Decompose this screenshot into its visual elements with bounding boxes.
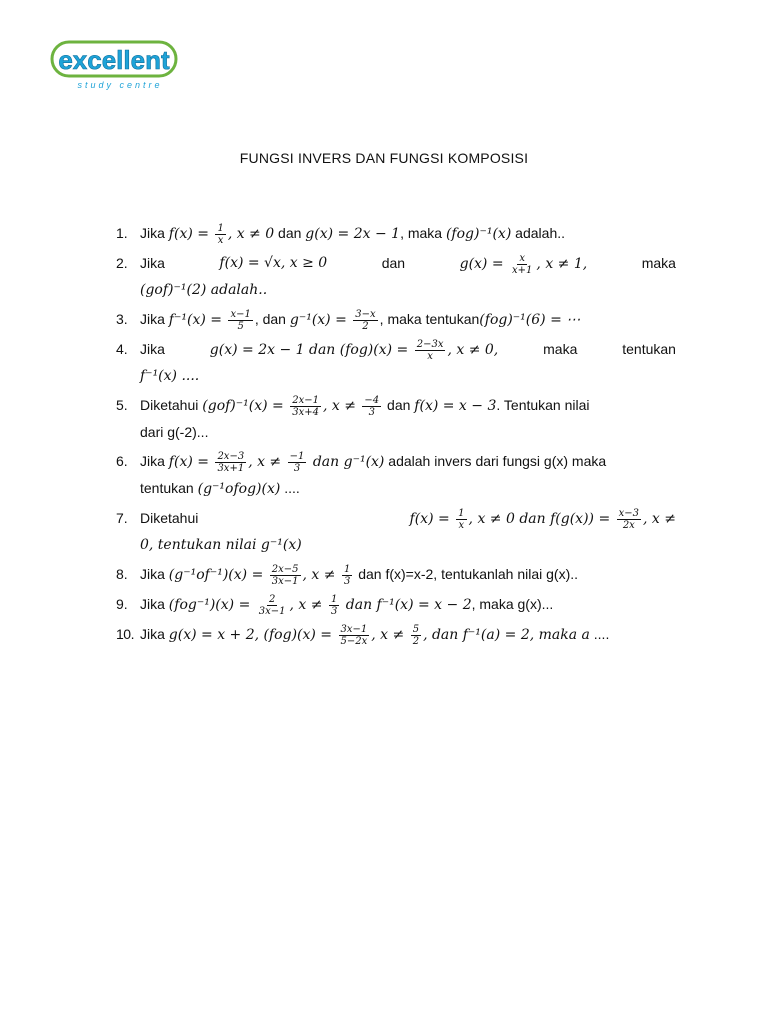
math: (g⁻¹ofog)(x) bbox=[197, 481, 281, 497]
math: , x ≠ bbox=[322, 398, 361, 414]
text: maka bbox=[641, 255, 676, 271]
math: f(x) = bbox=[409, 511, 455, 527]
math: , x ≠ 0 dan f(g(x)) = bbox=[468, 511, 615, 527]
problem-6 bbox=[116, 448, 676, 502]
math: , x ≠ bbox=[643, 511, 676, 527]
math: , x ≠ 0 bbox=[227, 226, 275, 242]
math: , x ≠ bbox=[371, 627, 409, 643]
problem-8 bbox=[116, 561, 676, 588]
logo-subtext: study centre bbox=[77, 80, 163, 90]
text: Jika bbox=[140, 626, 169, 642]
fraction: $\frac{3x-1}{5-2x}$ bbox=[340, 623, 368, 647]
math: (gof)⁻¹(x) = bbox=[202, 398, 289, 414]
text: dan bbox=[383, 397, 415, 413]
math: f(x) = √x, x ≥ 0 bbox=[219, 255, 328, 271]
problem-number: 3. bbox=[116, 311, 128, 327]
fraction: $\frac{x-3}{2x}$ bbox=[618, 507, 640, 531]
fraction: $\frac{-4}{3}$ bbox=[364, 394, 380, 418]
math: (fog⁻¹)(x) = bbox=[168, 597, 255, 613]
problem-number: 2. bbox=[116, 255, 128, 271]
problem-number: 4. bbox=[116, 341, 128, 357]
text: adalah invers dari fungsi g(x) maka bbox=[384, 453, 607, 469]
text: Diketahui bbox=[140, 397, 203, 413]
fraction: $\frac{x-1}{5}$ bbox=[230, 308, 251, 332]
text: , dan bbox=[254, 311, 290, 327]
logo-text: excellent bbox=[58, 45, 170, 75]
text: dan f(x)=x-2, tentukanlah nilai g(x).. bbox=[354, 566, 579, 582]
page-title: FUNGSI INVERS DAN FUNGSI KOMPOSISI bbox=[239, 150, 529, 166]
text: .... bbox=[589, 626, 610, 642]
problem-number: 7. bbox=[116, 510, 128, 526]
problem-3 bbox=[116, 306, 676, 333]
math: , dan f⁻¹(a) = 2, maka a bbox=[423, 627, 590, 643]
fraction: $\frac{5}{2}$ bbox=[412, 623, 420, 647]
math: g(x) = 2x − 1 dan (fog)(x) = bbox=[209, 342, 413, 358]
text: adalah.. bbox=[511, 225, 566, 241]
math: g(x) = x + 2, (fog)(x) = bbox=[168, 627, 337, 643]
math: , x ≠ 1, bbox=[536, 256, 588, 272]
math: , x ≠ 0, bbox=[447, 342, 499, 358]
problem-1 bbox=[116, 220, 676, 247]
fraction: $\frac{3-x}{2}$ bbox=[355, 308, 376, 332]
text: tentukan bbox=[622, 341, 676, 357]
text: dan bbox=[381, 255, 406, 271]
problem-number: 10. bbox=[116, 626, 134, 642]
math: g(x) = bbox=[459, 256, 509, 272]
text: Jika bbox=[140, 566, 169, 582]
text: , maka tentukan bbox=[379, 311, 480, 327]
problem-number: 9. bbox=[116, 596, 128, 612]
problem-2 bbox=[116, 250, 676, 303]
math: (fog)⁻¹(6) = ⋯ bbox=[479, 312, 581, 328]
math: , x ≠ bbox=[302, 567, 340, 583]
math: , x ≠ bbox=[248, 454, 286, 470]
fraction: $\frac{1}{3}$ bbox=[330, 593, 338, 617]
math: (gof)⁻¹(2) adalah.. bbox=[140, 282, 268, 298]
problem-9 bbox=[116, 591, 676, 618]
fraction: $\frac{x}{x+1}$ bbox=[512, 252, 533, 276]
text: . Tentukan nilai bbox=[496, 397, 590, 413]
problem-list bbox=[116, 220, 676, 651]
text: Jika bbox=[140, 341, 165, 357]
math: (fog)⁻¹(x) bbox=[445, 226, 512, 242]
math: , x ≠ bbox=[289, 597, 327, 613]
fraction: $\frac{-1}{3}$ bbox=[289, 450, 305, 474]
text: tentukan bbox=[140, 480, 198, 496]
math: 0, tentukan nilai g⁻¹(x) bbox=[140, 537, 302, 553]
excellent-logo bbox=[50, 28, 180, 92]
fraction: $\frac{2x-1}{3x+4}$ bbox=[292, 394, 319, 418]
fraction: $\frac{2x-3}{3x+1}$ bbox=[217, 450, 245, 474]
problem-number: 5. bbox=[116, 397, 128, 413]
math: dan g⁻¹(x) bbox=[308, 454, 385, 470]
math: f(x) = bbox=[168, 454, 214, 470]
fraction: $\frac{1}{x}$ bbox=[458, 507, 465, 531]
math: f(x) = x − 3 bbox=[414, 398, 497, 414]
text: Jika bbox=[140, 311, 169, 327]
text: , maka g(x)... bbox=[471, 596, 554, 612]
problem-4 bbox=[116, 336, 676, 389]
problem-number: 1. bbox=[116, 225, 128, 241]
problem-7 bbox=[116, 505, 676, 558]
text: .... bbox=[280, 480, 300, 496]
problem-number: 6. bbox=[116, 453, 128, 469]
fraction: $\frac{2x-5}{3x-1}$ bbox=[271, 563, 299, 587]
text: Diketahui bbox=[140, 510, 199, 526]
fraction: $\frac{1}{x}$ bbox=[217, 222, 224, 246]
math: (g⁻¹of⁻¹)(x) = bbox=[168, 567, 268, 583]
text: Jika bbox=[140, 255, 165, 271]
text: Jika bbox=[140, 453, 169, 469]
math: f(x) = bbox=[168, 226, 214, 242]
text: maka bbox=[543, 341, 578, 357]
problem-10 bbox=[116, 621, 676, 648]
text: , maka bbox=[400, 225, 446, 241]
fraction: $\frac{2-3x}{x}$ bbox=[416, 338, 444, 362]
math: f⁻¹(x) = bbox=[168, 312, 227, 328]
math: f⁻¹(x) .... bbox=[140, 368, 200, 384]
problem-5 bbox=[116, 392, 676, 445]
text: dan bbox=[274, 225, 306, 241]
problem-number: 8. bbox=[116, 566, 128, 582]
fraction: $\frac{1}{3}$ bbox=[343, 563, 351, 587]
math: g⁻¹(x) = bbox=[289, 312, 352, 328]
text: dari g(-2)... bbox=[140, 424, 209, 440]
math: g(x) = 2x − 1 bbox=[305, 226, 401, 242]
text: Jika bbox=[140, 225, 169, 241]
text: Jika bbox=[140, 596, 169, 612]
fraction: $\frac{2}{3x-1}$ bbox=[258, 593, 286, 617]
math: dan f⁻¹(x) = x − 2 bbox=[341, 597, 472, 613]
